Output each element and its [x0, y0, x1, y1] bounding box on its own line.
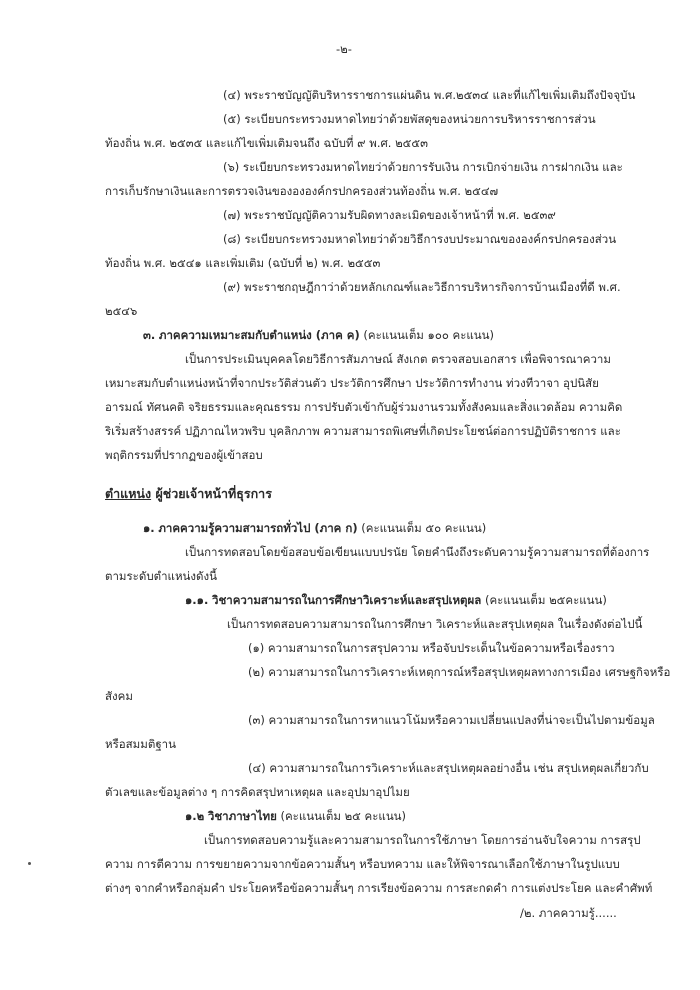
paragraph-line: ตามระดับตำแหน่งดังนี้	[105, 569, 217, 583]
paragraph-line: ความ การตีความ การขยายความจากข้อความสั้นๆ หรือบทความ และให้พิจารณาเลือกใช้ภาษาในรูปแบบ	[105, 857, 620, 871]
list-item: (๗) พระราชบัญญัติความรับผิดทางละเมิดของเจ้าหน้าที่ พ.ศ. ๒๕๓๙	[223, 208, 556, 222]
paragraph-line: เหมาะสมกับตำแหน่งหน้าที่จากประวัติส่วนตัว ประวัติการศึกษา ประวัติการทำงาน ท่วงทีวาจา อุปนิสัย	[105, 376, 599, 390]
subsection-title: วิชาภาษาไทย	[207, 809, 277, 823]
list-item: (๑) ความสามารถในการสรุปความ หรือจับประเด็นในข้อความหรือเรื่องราว	[248, 641, 615, 655]
section-title: ภาคความเหมาะสมกับตำแหน่ง (ภาค ค)	[158, 328, 360, 342]
position-title: ผู้ช่วยเจ้าหน้าที่ธุรการ	[155, 486, 272, 501]
paragraph-line: เป็นการทดสอบความรู้และความสามารถในการใช้ภาษา โดยการอ่านจับใจความ การสรุป	[204, 833, 641, 847]
list-item: (๙) พระราชกฤษฎีกาว่าด้วยหลักเกณฑ์และวิธีการบริหารกิจการบ้านเมืองที่ดี พ.ศ.	[223, 280, 621, 294]
list-item: ท้องถิ่น พ.ศ. ๒๕๓๕ และแก้ไขเพิ่มเติมจนถึง ฉบับที่ ๙ พ.ศ. ๒๕๕๓	[105, 136, 428, 150]
list-item: สังคม	[105, 689, 133, 703]
list-item: (๖) ระเบียบกระทรวงมหาดไทยว่าด้วยการรับเงิน การเบิกจ่ายเงิน การฝากเงิน และ	[223, 160, 623, 174]
paragraph-line: พฤติกรรมที่ปรากฏของผู้เข้าสอบ	[105, 448, 263, 462]
list-item: (๔) พระราชบัญญัติบริหารราชการแผ่นดิน พ.ศ.๒๕๓๔ และที่แก้ไขเพิ่มเติมถึงปัจจุบัน	[223, 88, 636, 102]
page-number: -๒-	[336, 42, 352, 56]
subsection-number: ๑.๒	[185, 809, 205, 823]
list-item: (๓) ความสามารถในการหาแนวโน้มหรือความเปลี่ยนแปลงที่น่าจะเป็นไปตามข้อมูล	[248, 713, 655, 727]
paragraph-line: ริเริ่มสร้างสรรค์ ปฏิภาณไหวพริบ บุคลิกภาพ ความสามารถพิเศษที่เกิดประโยชน์ต่อการปฏิบัติราชการ และ	[105, 424, 621, 438]
subsection-score: (คะแนนเต็ม ๒๕ คะแนน)	[280, 809, 407, 823]
paragraph-line: เป็นการประเมินบุคคลโดยวิธีการสัมภาษณ์ สังเกต ตรวจสอบเอกสาร เพื่อพิจารณาความ	[185, 352, 611, 366]
subsection-title: วิชาความสามารถในการศึกษาวิเคราะห์และสรุปเหตุผล	[212, 593, 482, 607]
paragraph-line: ต่างๆ จากคำหรือกลุ่มคำ ประโยคหรือข้อความสั้นๆ การเรียงข้อความ การสะกดคำ การแต่งประโยค และคำศัพท์	[105, 881, 653, 895]
list-item: (๘) ระเบียบกระทรวงมหาดไทยว่าด้วยวิธีการงบประมาณขององค์กรปกครองส่วน	[223, 232, 617, 246]
subsection-1-1-heading	[185, 595, 607, 607]
scan-speck	[28, 862, 31, 865]
section-number: ๑.	[143, 521, 155, 535]
list-item: หรือสมมติฐาน	[105, 737, 176, 751]
section-title: ภาคความรู้ความสามารถทั่วไป (ภาค ก)	[158, 521, 358, 535]
continuation-footer: /๒. ภาคความรู้......	[520, 906, 617, 920]
paragraph-line: อารมณ์ ทัศนคติ จริยธรรมและคุณธรรม การปรับตัวเข้ากับผู้ร่วมงานรวมทั้งสังคมและสิ่งแวดล้อม ความคิด	[105, 400, 623, 414]
subsection-number: ๑.๑.	[185, 593, 209, 607]
paragraph-line: เป็นการทดสอบความสามารถในการศึกษา วิเคราะห์และสรุปเหตุผล ในเรื่องดังต่อไปนี้	[227, 617, 643, 631]
section-3-heading	[143, 330, 494, 342]
position-heading	[105, 488, 272, 501]
section-1-heading	[143, 523, 486, 535]
position-label: ตำแหน่ง	[105, 486, 152, 501]
subsection-1-2-heading	[185, 811, 406, 823]
list-item: ตัวเลขและข้อมูลต่าง ๆ การคิดสรุปหาเหตุผล และอุปมาอุปไมย	[105, 785, 410, 799]
list-item: ท้องถิ่น พ.ศ. ๒๕๔๑ และเพิ่มเติม (ฉบับที่ ๒) พ.ศ. ๒๕๕๓	[105, 256, 381, 270]
section-score: (คะแนนเต็ม ๑๐๐ คะแนน)	[363, 328, 495, 342]
section-score: (คะแนนเต็ม ๕๐ คะแนน)	[361, 521, 487, 535]
subsection-score: (คะแนนเต็ม ๒๕คะแนน)	[484, 593, 607, 607]
list-item: (๕) ระเบียบกระทรวงมหาดไทยว่าด้วยพัสดุของหน่วยการบริหารราชการส่วน	[223, 112, 596, 126]
list-item: (๔) ความสามารถในการวิเคราะห์และสรุปเหตุผลอย่างอื่น เช่น สรุปเหตุผลเกี่ยวกับ	[248, 761, 649, 775]
section-number: ๓.	[143, 328, 156, 342]
paragraph-line: เป็นการทดสอบโดยข้อสอบข้อเขียนแบบปรนัย โดยคำนึงถึงระดับความรู้ความสามารถที่ต้องการ	[185, 545, 650, 559]
list-item: การเก็บรักษาเงินและการตรวจเงินของององค์กรปกครองส่วนท้องถิ่น พ.ศ. ๒๕๔๗	[105, 184, 499, 198]
list-item: ๒๕๔๖	[105, 304, 138, 318]
list-item: (๒) ความสามารถในการวิเคราะห์เหตุการณ์หรือสรุปเหตุผลทางการเมือง เศรษฐกิจหรือ	[248, 665, 671, 679]
